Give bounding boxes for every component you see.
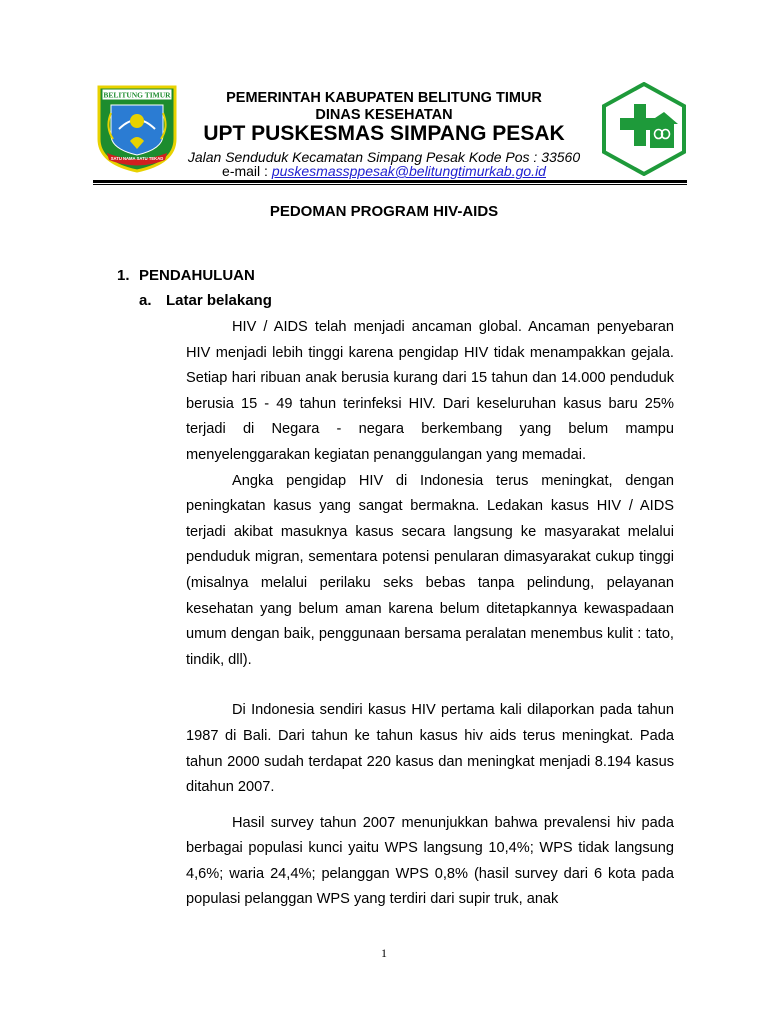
- subsection-heading: [139, 292, 272, 309]
- institution-name: UPT PUSKESMAS SIMPANG PESAK: [203, 122, 565, 145]
- puskesmas-cross-house-icon: [600, 82, 688, 176]
- body-text: [186, 315, 674, 913]
- paragraph: Angka pengidap HIV di Indonesia terus meningkat, dengan peningkatan kasus yang sangat bermakna. Ledakan kasus HIV / AIDS terjadi akibat masuknya kasus secara langsung ke masyarakat melalui penduduk migran, sementara potensi penularan dimasyarakat cukup tinggi (misalnya melalui perilaku seks bebas tanpa pelindung, pelayanan kesehatan yang belum aman karena belum ditetapkannya kewaspadaan umum dengan baik, penggunaan bersama peralatan menembus kulit : tato, tindik, dll).: [186, 472, 674, 668]
- subsection-letter: a.: [139, 292, 152, 309]
- email-link[interactable]: puskesmassppesak@belitungtimurkab.go.id: [271, 163, 546, 179]
- address-line: Jalan Senduduk Kecamatan Simpang Pesak Kode Pos : 33560: [187, 149, 581, 165]
- government-name: PEMERINTAH KABUPATEN BELITUNG TIMUR: [226, 90, 542, 106]
- letterhead-rule-thin: [93, 184, 687, 185]
- subsection-heading-text: Latar belakang: [166, 292, 272, 309]
- letterhead-rule-thick: [93, 180, 687, 183]
- department-name: DINAS KESEHATAN: [315, 107, 453, 123]
- document-title: PEDOMAN PROGRAM HIV-AIDS: [269, 203, 499, 220]
- section-number: 1.: [117, 267, 130, 284]
- section-heading: [117, 267, 255, 284]
- section-heading-text: PENDAHULUAN: [139, 267, 255, 284]
- email-label: e-mail :: [222, 163, 272, 179]
- page-number: 1: [381, 946, 387, 960]
- emblem-banner-text: BELITUNG TIMUR: [103, 90, 171, 100]
- paragraph: Di Indonesia sendiri kasus HIV pertama kali dilaporkan pada tahun 1987 di Bali. Dari tahun ke tahun kasus hiv aids terus meningkat. Pada tahun 2000 sudah terdapat 220 kasus dan meningkat menjadi 8.194 kasus ditahun 2007.: [186, 702, 674, 796]
- paragraph: Hasil survey tahun 2007 menunjukkan bahwa prevalensi hiv pada berbagai populasi kunci yaitu WPS langsung 10,4%; WPS tidak langsung 4,6%; waria 24,4%; pelanggan WPS 0,8% (hasil survey dari 6 kota pada populasi pelanggan WPS yang terdiri dari supir truk, anak: [186, 814, 674, 908]
- emblem-motto-text: SATU NAMA SATU TEKAD: [110, 156, 164, 161]
- paragraph: HIV / AIDS telah menjadi ancaman global. Ancaman penyebaran HIV menjadi lebih tinggi karena pengidap HIV tidak menampakkan gejala. Setiap hari ribuan anak berusia kurang dari 15 tahun dan 14.000 penduduk berusia 15 - 49 tahun terinfeksi HIV. Dari keseluruhan kasus baru 25% terjadi di Negara - negara berkembang yang belum mampu menyelenggarakan kegiatan penanggulangan yang memadai.: [186, 319, 674, 463]
